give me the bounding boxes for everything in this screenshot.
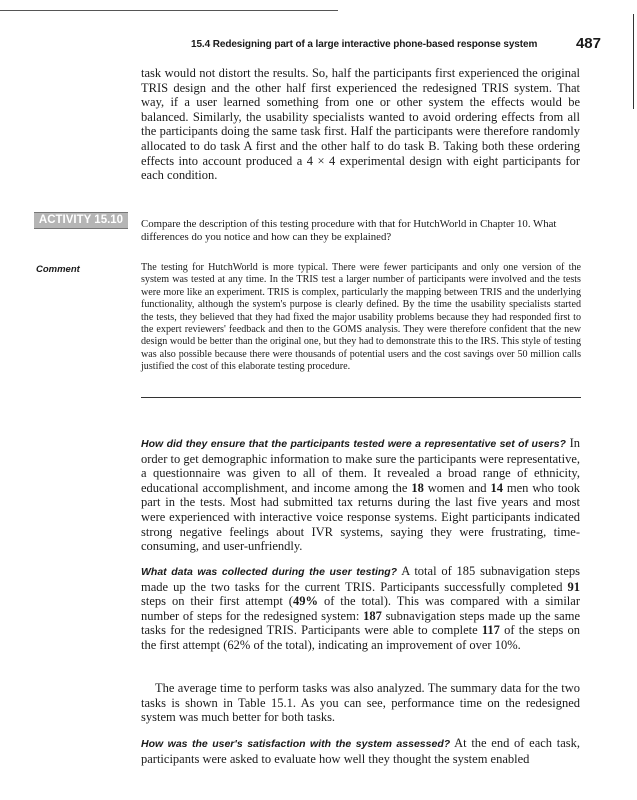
data-text-c: of the total). This was compared with a similar number of steps for the redesigned system: — [141, 594, 580, 623]
data-text-b: steps on their first attempt ( — [141, 594, 293, 609]
page-number: 487 — [575, 35, 601, 52]
activity-text: Compare the description of this testing procedure with that for HutchWorld in Chapter 10. What differences do you notice and how can they be explained? — [141, 218, 557, 243]
women-count: 18 — [411, 480, 424, 495]
running-head-section: 15.4 Redesigning part of a large interactive phone-based response system — [191, 39, 538, 50]
value-49-percent: 49% — [292, 594, 318, 609]
value-117: 117 — [481, 623, 500, 638]
side-rule — [633, 14, 634, 109]
data-text-a: A total of 185 subnavigation steps made up the two tasks for the current TRIS. Participants successfully completed — [141, 564, 580, 594]
representative-text-a: In order to get demographic information to make sure the participants were representative, a questionnaire was given to all of them. It revealed a broad range of ethnicity, educational accomplishment, and income among the — [141, 436, 580, 495]
data-text-d: subnavigation steps made up the same tasks for the redesigned TRIS. Participants were able to complete — [141, 608, 580, 638]
satisfaction-paragraph — [141, 736, 580, 766]
comment-text: The testing for HutchWorld is more typical. There were fewer participants and only one version of the system was tested at any time. In the TRIS test a larger number of participants were involved and the tests were more like an experiment. TRIS is complex, particularly the mapping between TRIS and the underlying functionality, although the system's purpose is clearly defined. By the time the usability specialists started the tests, they believed that they had fixed the major usability problems because they had responded first to the expert reviewers' feedback and then to the GOMS analysis. They were therefore confident that the new design would be better than the original one, but they had to demonstrate this to the IRS. This style of testing was also possible because there were thousands of potential users and the cost savings over 50 million calls justified the cost of this elaborate testing procedure. — [141, 262, 581, 373]
data-collected-paragraph — [141, 564, 580, 653]
comment-label: Comment — [36, 264, 80, 275]
representative-text-b: women and — [423, 480, 491, 495]
top-rule — [0, 10, 338, 11]
activity-label: ACTIVITY 15.10 — [34, 212, 128, 229]
average-time-paragraph: The average time to perform tasks was also analyzed. The summary data for the two tasks is shown in Table 15.1. As you can see, performance time on the redesigned system was much better for both tasks. — [141, 681, 580, 725]
data-collected-heading: What data was collected during the user testing? — [141, 566, 398, 578]
comment-rule — [141, 397, 581, 398]
value-91: 91 — [567, 579, 580, 594]
satisfaction-heading: How was the user's satisfaction with the system assessed? — [141, 738, 451, 750]
representative-users-paragraph — [141, 436, 580, 554]
representative-users-heading: How did they ensure that the participants tested were a representative set of users? — [141, 438, 566, 450]
data-text-e: of the steps on the first attempt (62% of the total), indicating an improvement of over 10%. — [141, 623, 580, 652]
running-head — [191, 35, 601, 55]
value-187: 187 — [363, 608, 382, 623]
representative-text-c: men who took part in the tests. Most had submitted tax returns during the last five years and most were experienced with interactive voice response systems. Eight participants indicated strong negative feelings about IVR systems, saying they were frustrating, time-consuming, and user-unfriendly. — [141, 480, 580, 554]
satisfaction-text: At the end of each task, participants were asked to evaluate how well they thought the system enabled — [141, 736, 580, 766]
men-count: 14 — [490, 480, 503, 495]
intro-paragraph: task would not distort the results. So, half the participants first experienced the original TRIS design and the other half first experienced the redesigned TRIS system. That way, if a user learned something from one or other system the effects would be balanced. Similarly, the usability specialists wanted to avoid ordering effects from all the participants doing the same task first. Half the participants were therefore randomly allocated to do task A first and the other half to do task B. Taking both these ordering effects into account produced a 4 × 4 experimental design with eight participants for each condition. — [141, 66, 580, 183]
